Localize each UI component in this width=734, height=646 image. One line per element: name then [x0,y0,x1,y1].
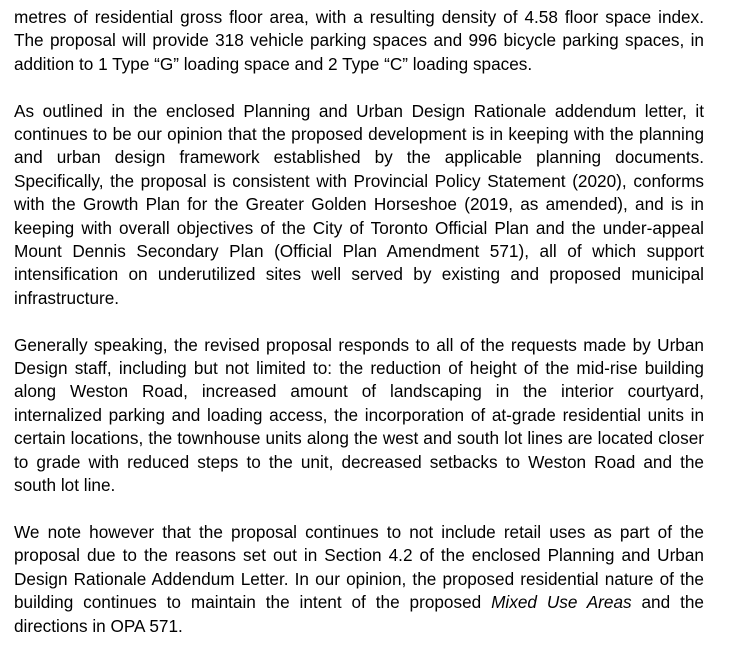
document-page [14,6,704,638]
paragraph-urban-design-responses: Generally speaking, the revised proposal responds to all of the requests made by Urban Design staff, including but not limited to: the reduction of height of the mid-rise building along Weston Road, increased amount of landscaping in the interior courtyard, internalized parking and loading access, the incorporation of at-grade residential units in certain locations, the townhouse units along the west and south lot lines are located closer to grade with reduced steps to the unit, decreased setbacks to Weston Road and the south lot line. [14,334,704,496]
paragraph-retail-uses [14,521,704,638]
paragraph-floor-area-parking: metres of residential gross floor area, with a resulting density of 4.58 floor space index. The proposal will provide 318 vehicle parking spaces and 996 bicycle parking spaces, in addition to 1 Type “G” loading space and 2 Type “C” loading spaces. [14,7,704,74]
mixed-use-areas-term: Mixed Use Areas [491,592,632,613]
paragraph-retail-uses-text-before: We note however that the proposal continues to not include retail uses as part of the proposal due to the reasons set out in Section 4.2 of the enclosed Planning and Urban Design Rationale Addendum Letter. In our opinion, the proposed residential nature of the building continues to maintain the intent of the proposed [14,521,704,613]
paragraph-retail-uses-text-after: and the directions in OPA 571. [14,592,704,636]
paragraph-planning-framework: As outlined in the enclosed Planning and Urban Design Rationale addendum letter, it continues to be our opinion that the proposed development is in keeping with the planning and urban design framework established by the applicable planning documents. Specifically, the proposal is consistent with Provincial Policy Statement (2020), conforms with the Growth Plan for the Greater Golden Horseshoe (2019, as amended), and is in keeping with overall objectives of the City of Toronto Official Plan and the under-appeal Mount Dennis Secondary Plan (Official Plan Amendment 571), all of which support intensification on underutilized sites well served by existing and proposed municipal infrastructure. [14,100,704,308]
